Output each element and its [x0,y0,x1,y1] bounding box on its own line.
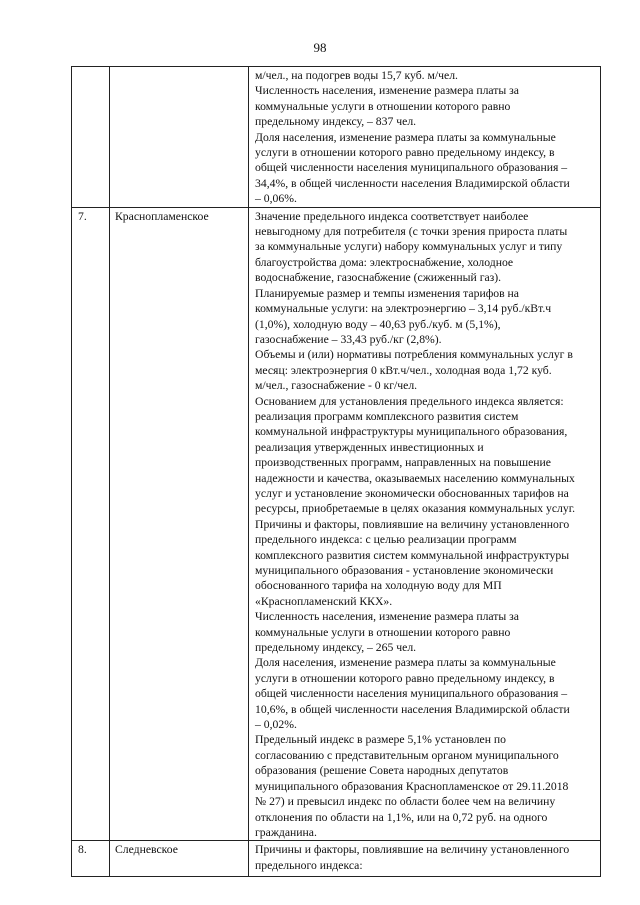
table-row [72,207,601,841]
text-line: ресурсы, приобретаемые в целях оказания коммунальных услуг. [255,502,576,516]
text-line: Предельный индекс в размере 5,1% установлен по [255,733,506,747]
text-line: Причины и факторы, повлиявшие на величину установленного [255,843,570,857]
text-line: коммунальные услуги в отношении которого равно [255,99,511,113]
text-line: месяц: электроэнергия 0 кВт.ч/чел., холодная вода 1,72 куб. [255,363,552,377]
text-line: предельного индекса: [255,858,363,872]
text-line: гражданина. [255,825,317,839]
text-line: предельному индексу, – 265 чел. [255,641,417,655]
municipality-name: Краснопламенское [110,207,249,841]
text-line: услуг и установление экономически обоснованных тарифов на [255,486,569,500]
text-line: коммунальной инфраструктуры муниципального образования, [255,425,568,439]
row-number: 7. [72,207,110,841]
text-line: отклонения по области на 1,1%, или на 0,72 руб. на одного [255,810,548,824]
municipality-index-table [71,66,601,877]
description-cell [249,207,601,841]
text-line: согласованию с представительным органом муниципального [255,748,559,762]
text-line: образования (решение Совета народных депутатов [255,764,509,778]
text-line: обоснованного тарифа на холодную воду для МП [255,579,502,593]
text-line: благоустройства дома: электроснабжение, холодное [255,255,514,269]
text-line: Причины и факторы, повлиявшие на величину установленного [255,517,570,531]
text-line: Объемы и (или) нормативы потребления коммунальных услуг в [255,348,573,362]
text-line: водоснабжение, газоснабжение (сжиженный газ). [255,271,502,285]
table-row [72,841,601,877]
text-line: Значение предельного индекса соответствует наиболее [255,209,529,223]
text-line: – 0,06%. [255,192,297,206]
text-line: – 0,02%. [255,718,297,732]
text-line: 10,6%, в общей численности населения Владимирской области [255,702,570,716]
description-cell [249,67,601,208]
row-number [72,67,110,208]
text-line: газоснабжение – 33,43 руб./кг (2,8%). [255,332,442,346]
text-line: предельному индексу, – 837 чел. [255,115,417,129]
text-line: 34,4%, в общей численности населения Владимирской области [255,176,570,190]
text-line: комплексного развития систем коммунальной инфраструктуры [255,548,570,562]
text-line: Доля населения, изменение размера платы за коммунальные [255,656,556,670]
text-line: (1,0%), холодную воду – 40,63 руб./куб. м (5,1%), [255,317,501,331]
text-line: м/чел., газоснабжение - 0 кг/чел. [255,379,418,393]
text-line: муниципального образования - установление экономически [255,564,554,577]
municipality-name [110,67,249,208]
row-number: 8. [72,841,110,877]
municipality-name: Следневское [110,841,249,877]
text-line: м/чел., на подогрев воды 15,7 куб. м/чел. [255,69,458,82]
text-line: производственных программ, направленных на повышение [255,456,551,470]
text-line: реализация утвержденных инвестиционных и [255,440,484,454]
text-line: общей численности населения муниципального образования – [255,687,568,701]
text-line: Численность населения, изменение размера платы за [255,610,519,624]
text-line: «Краснопламенский ККХ». [255,594,393,608]
text-line: коммунальные услуги: на электроэнергию – 3,14 руб./кВт.ч [255,302,552,316]
text-line: реализация программ комплексного развития систем [255,409,519,423]
text-line: за коммунальные услуги) набору коммунальных услуг и типу [255,240,563,254]
text-line: Доля населения, изменение размера платы за коммунальные [255,130,556,144]
table-row [72,67,601,208]
text-line: муниципального образования Краснопламенское от 29.11.2018 [255,779,569,793]
text-line: Численность населения, изменение размера платы за [255,84,519,98]
page-number: 98 [313,40,327,55]
text-line: услуги в отношении которого равно предельному индексу, в [255,146,555,160]
text-line: невыгодному для потребителя (с точки зрения прироста платы [255,225,568,239]
text-line: услуги в отношении которого равно предельному индексу, в [255,671,555,685]
text-line: № 27) и превысил индекс по области более чем на величину [255,795,556,809]
text-line: Основанием для установления предельного индекса является: [255,394,564,408]
text-line: надежности и качества, оказываемых населению коммунальных [255,471,575,485]
description-cell [249,841,601,877]
text-line: Планируемые размер и темпы изменения тарифов на [255,286,519,300]
text-line: общей численности населения муниципального образования – [255,161,568,175]
text-line: коммунальные услуги в отношении которого равно [255,625,511,639]
text-line: предельного индекса: с целью реализации программ [255,533,517,547]
